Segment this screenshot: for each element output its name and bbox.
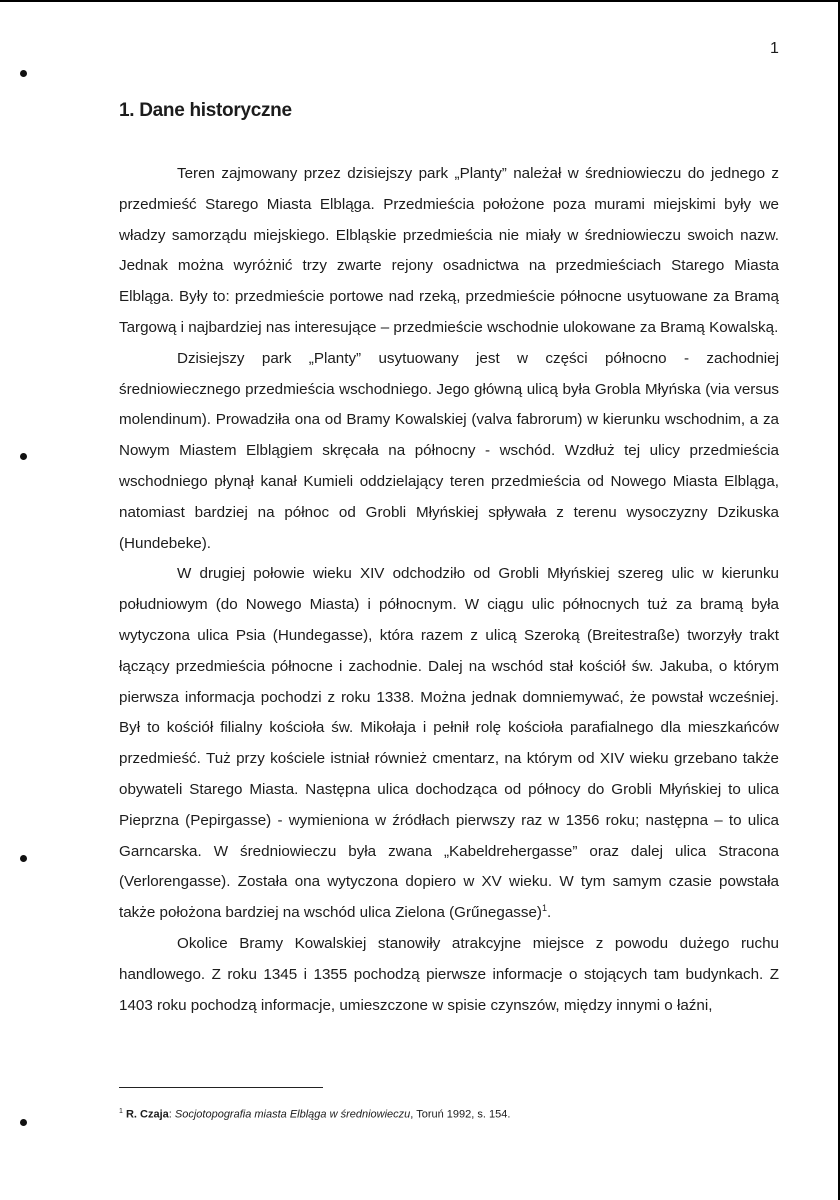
page-number: 1 xyxy=(770,40,779,57)
paragraph: W drugiej połowie wieku XIV odchodziło od Grobli Młyńskiej szereg ulic w kierunku południowym (do Nowego Miasta) i północnym. W ciągu ulic północnych tuż za bramą była wytyczona ulica Psia (Hundegasse), która razem z ulicą Szeroką (Breitestraße) tworzyły trakt łączący przedmieścia północne i zachodnie. Dalej na wschód stał kościół św. Jakuba, o którym pierwsza informacja pochodzi z roku 1338. Można jednak domniemywać, że powstał wcześniej. Był to kościół filialny kościoła św. Mikołaja i pełnił rolę kościoła parafialnego dla mieszkańców przedmieść. Tuż przy kościele istniał również cmentarz, na którym od XIV wieku grzebano także obywateli Starego Miasta. Następna ulica dochodząca od północy do Grobli Młyńskiej to ulica Pieprzna (Pepirgasse) - wymieniona w źródłach pierwszy raz w 1356 roku; następna – to ulica Garncarska. W średniowieczu była zwana „Kabeldrehergasse” oraz dalej ulica Stracona (Verlorengasse). Została ona wytyczona dopiero w XV wieku. W tym samym czasie powstała także położona bardziej na wschód ulica Zielona (Grűnegasse)$^1$. xyxy=(119,565,779,922)
paragraph: Teren zajmowany przez dzisiejszy park „Planty” należał w średniowieczu do jednego z przedmieść Starego Miasta Elbląga. Przedmieścia położone poza murami miejskimi były we władzy samorządu miejskiego. Elbląskie przedmieścia nie miały w średniowieczu swoich nazw. Jednak można wyróżnić trzy zwarte rejony osadnictwa na przedmieściach Starego Miasta Elbląga. Były to: przedmieście portowe nad rzeką, przedmieście północne usytuowane za Bramą Targową i najbardziej nas interesujące – przedmieście wschodnie ulokowane za Bramą Kowalską. xyxy=(119,165,779,336)
body-text xyxy=(119,159,779,1021)
paragraph xyxy=(119,344,779,560)
punch-hole xyxy=(20,855,27,862)
footnote-number: 1 xyxy=(119,1108,123,1115)
footnote-author: R. Czaja xyxy=(125,1108,169,1121)
footnote-title: Socjotopografia miasta Elbląga w średniowieczu xyxy=(174,1108,411,1121)
punch-hole xyxy=(20,453,27,460)
section-heading: 1. Dane historyczne xyxy=(119,100,292,121)
footnote-reference[interactable]: 1 xyxy=(541,903,547,914)
paragraph-text: W drugiej połowie wieku XIV odchodziło od Grobli Młyńskiej szereg ulic w kierunku południowym (do Nowego Miasta) i północnym. W ciągu ulic północnych tuż za bramą była wytyczona ulica Psia (Hundegasse), która razem z ulicą Szeroką (Breitestraße) tworzyły trakt łączący przedmieścia północne i zachodnie. Dalej na wschód stał kościół św. Jakuba, o którym pierwsza informacja pochodzi z roku 1338. Można jednak domniemywać, że powstał wcześniej. Był to kościół filialny kościoła św. Mikołaja i pełnił rolę kościoła parafialnego dla mieszkańców przedmieść. Tuż przy kościele istniał również cmentarz, na którym od XIV wieku grzebano także obywateli Starego Miasta. Następna ulica dochodząca od północy do Grobli Młyńskiej to ulica Pieprzna (Pepirgasse) - wymieniona w źródłach pierwszy raz w 1356 roku; następna – to ulica Garncarska. W średniowieczu była zwana „Kabeldrehergasse” oraz dalej ulica Stracona (Verlorengasse). Została ona wytyczona dopiero w XV wieku. W tym samym czasie powstała także położona bardziej na wschód ulica Zielona (Grűnegasse) xyxy=(119,565,779,922)
punch-hole xyxy=(20,1119,27,1126)
footnote-rest: , Toruń 1992, s. 154. xyxy=(410,1108,511,1121)
footnote-separator xyxy=(119,1087,323,1088)
punch-hole xyxy=(20,70,27,77)
footnote: $^1$ R. Czaja: Socjotopografia miasta Elbląga w średniowieczu, Toruń 1992, s. 154. xyxy=(119,1108,511,1121)
page-edge-top xyxy=(0,0,840,2)
paragraph-text: Dzisiejszy park „Planty” usytuowany jest w części północno - zachodniej średniowiecznego przedmieścia wschodniego. Jego główną ulicą była Grobla Młyńska (via versus molendinum). Prowadziła ona od Bramy Kowalskiej (valva fabrorum) w kierunku wschodnim, a za Nowym Miastem Elblągiem skręcała na północny - wschód. Wzdłuż tej ulicy przedmieścia wschodniego płynął kanał Kumieli oddzielający teren przedmieścia od Nowego Miasta Elbląga, natomiast bardziej na północ od Grobli Młyńskiej spływała z terenu wysoczyzny Dzikuska (Hundebeke). xyxy=(119,349,779,552)
paragraph: Okolice Bramy Kowalskiej stanowiły atrakcyjne miejsce z powodu dużego ruchu handlowego. Z roku 1345 i 1355 pochodzą pierwsze informacje o stojących tam budynkach. Z 1403 roku pochodzą informacje, umieszczone w spisie czynszów, między innymi o łaźni, xyxy=(119,934,779,1014)
